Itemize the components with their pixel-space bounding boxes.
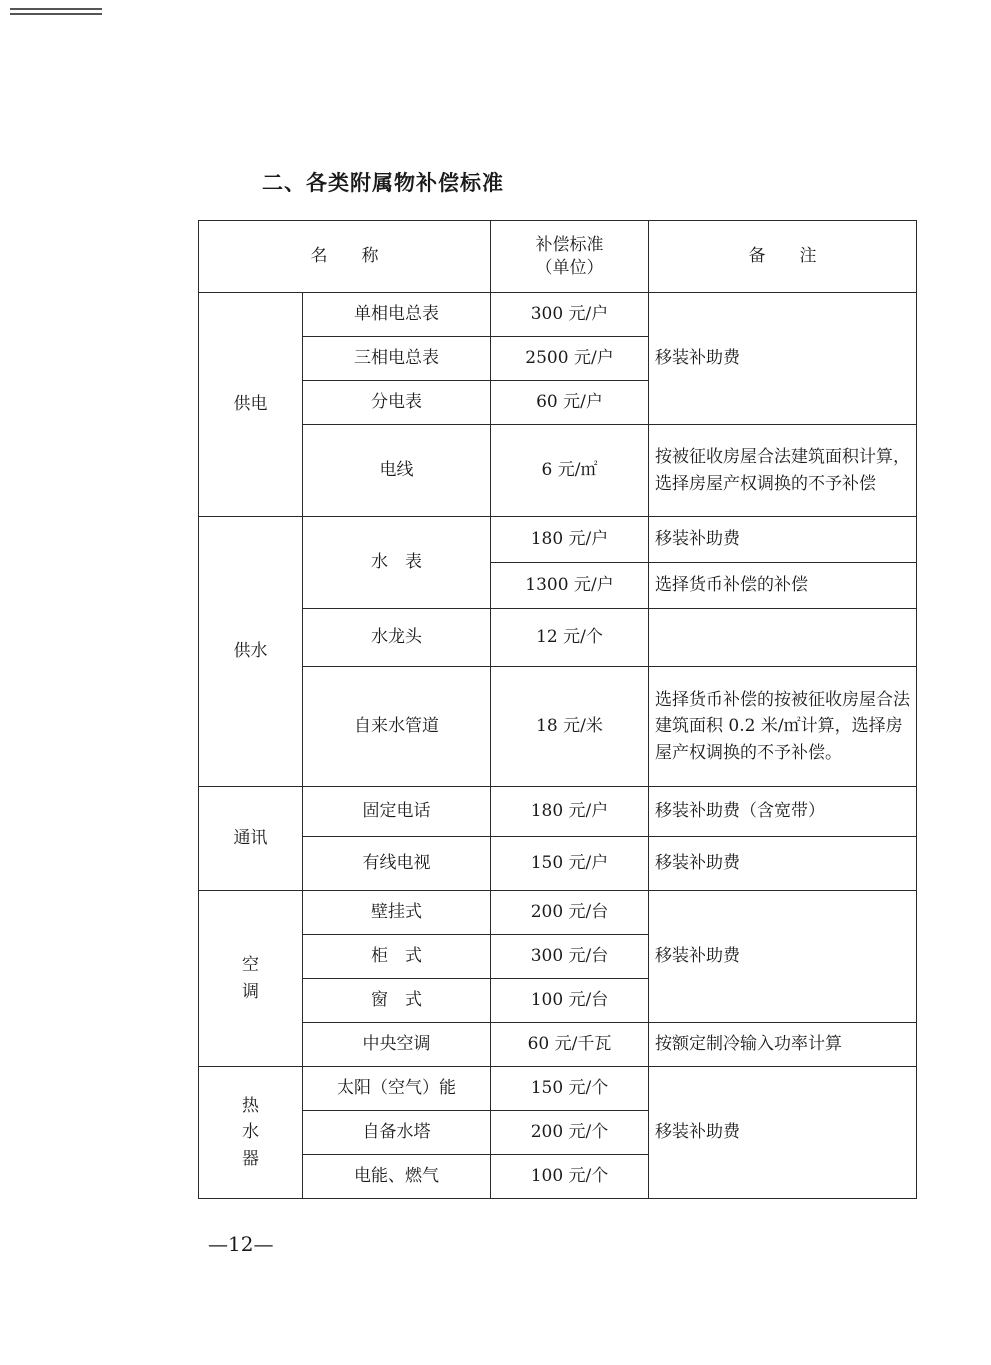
item-cell: 电线 bbox=[303, 425, 491, 517]
table-row bbox=[199, 293, 917, 337]
table-row bbox=[199, 667, 917, 787]
item-cell: 窗 式 bbox=[303, 979, 491, 1023]
note-cell: 移装补助费 bbox=[649, 293, 917, 425]
standard-cell: 1300 元/户 bbox=[491, 563, 649, 609]
standard-cell: 100 元/台 bbox=[491, 979, 649, 1023]
item-cell: 自来水管道 bbox=[303, 667, 491, 787]
table-row bbox=[199, 891, 917, 935]
standard-cell: 200 元/台 bbox=[491, 891, 649, 935]
standard-cell: 12 元/个 bbox=[491, 609, 649, 667]
item-cell: 壁挂式 bbox=[303, 891, 491, 935]
item-cell: 电能、燃气 bbox=[303, 1155, 491, 1199]
item-cell: 水 表 bbox=[303, 517, 491, 609]
scan-artifact bbox=[10, 8, 102, 24]
standard-cell: 18 元/米 bbox=[491, 667, 649, 787]
table-row bbox=[199, 787, 917, 837]
standard-cell: 150 元/户 bbox=[491, 837, 649, 891]
standard-cell: 6 元/㎡ bbox=[491, 425, 649, 517]
category-ac: 空 调 bbox=[199, 891, 303, 1067]
standard-cell: 180 元/户 bbox=[491, 517, 649, 563]
item-cell: 水龙头 bbox=[303, 609, 491, 667]
item-cell: 柜 式 bbox=[303, 935, 491, 979]
standard-cell: 180 元/户 bbox=[491, 787, 649, 837]
item-cell: 自备水塔 bbox=[303, 1111, 491, 1155]
note-cell bbox=[649, 609, 917, 667]
table-row bbox=[199, 609, 917, 667]
standard-cell: 200 元/个 bbox=[491, 1111, 649, 1155]
item-cell: 分电表 bbox=[303, 381, 491, 425]
note-cell: 选择货币补偿的补偿 bbox=[649, 563, 917, 609]
standard-cell: 100 元/个 bbox=[491, 1155, 649, 1199]
standard-cell: 300 元/户 bbox=[491, 293, 649, 337]
section-heading: 二、各类附属物补偿标准 bbox=[262, 171, 504, 195]
standard-cell: 300 元/台 bbox=[491, 935, 649, 979]
item-cell: 有线电视 bbox=[303, 837, 491, 891]
standard-cell: 2500 元/户 bbox=[491, 337, 649, 381]
category-power: 供电 bbox=[199, 293, 303, 517]
item-cell: 太阳（空气）能 bbox=[303, 1067, 491, 1111]
item-cell: 三相电总表 bbox=[303, 337, 491, 381]
note-cell: 移装补助费（含宽带） bbox=[649, 787, 917, 837]
table-row bbox=[199, 425, 917, 517]
table-row bbox=[199, 837, 917, 891]
table-header-row bbox=[199, 221, 917, 293]
note-cell: 移装补助费 bbox=[649, 517, 917, 563]
category-heater: 热 水 器 bbox=[199, 1067, 303, 1199]
page-number: —12— bbox=[208, 1232, 274, 1256]
category-telecom: 通讯 bbox=[199, 787, 303, 891]
header-standard: 补偿标准 （单位） bbox=[491, 221, 649, 293]
standard-cell: 60 元/户 bbox=[491, 381, 649, 425]
header-name: 名 称 bbox=[199, 221, 491, 293]
item-cell: 中央空调 bbox=[303, 1023, 491, 1067]
note-cell: 移装补助费 bbox=[649, 837, 917, 891]
note-cell: 选择货币补偿的按被征收房屋合法建筑面积 0.2 米/㎡计算，选择房屋产权调换的不予补偿。 bbox=[649, 667, 917, 787]
item-cell: 单相电总表 bbox=[303, 293, 491, 337]
header-note: 备 注 bbox=[649, 221, 917, 293]
table-row bbox=[199, 1023, 917, 1067]
item-cell: 固定电话 bbox=[303, 787, 491, 837]
category-water: 供水 bbox=[199, 517, 303, 787]
note-cell: 按额定制冷输入功率计算 bbox=[649, 1023, 917, 1067]
note-cell: 移装补助费 bbox=[649, 891, 917, 1023]
standard-cell: 60 元/千瓦 bbox=[491, 1023, 649, 1067]
compensation-table bbox=[198, 220, 917, 1199]
table-row bbox=[199, 517, 917, 563]
note-cell: 按被征收房屋合法建筑面积计算，选择房屋产权调换的不予补偿 bbox=[649, 425, 917, 517]
note-cell: 移装补助费 bbox=[649, 1067, 917, 1199]
standard-cell: 150 元/个 bbox=[491, 1067, 649, 1111]
table-row bbox=[199, 1067, 917, 1111]
